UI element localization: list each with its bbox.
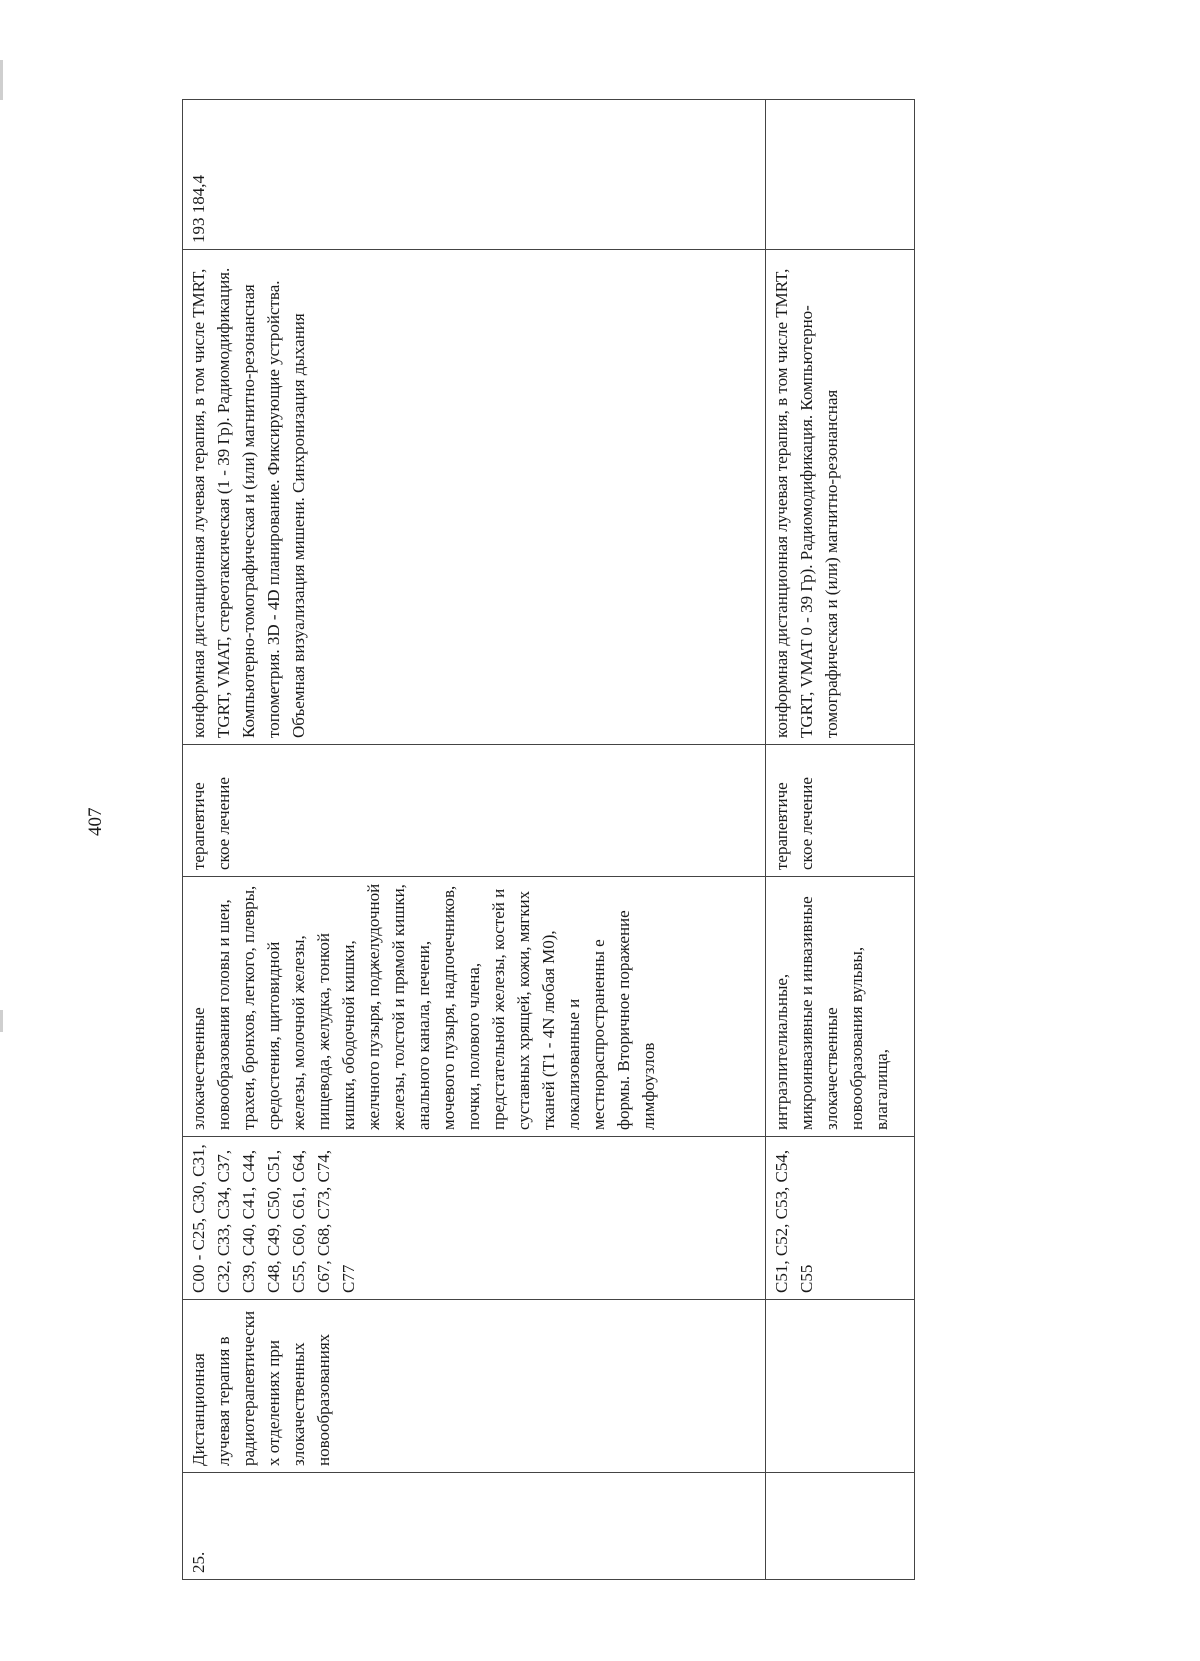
treatment-method-cell: конформная дистанционная лучевая терапия, в том числе TMRT, TGRT, VMAT, стереотаксическая (1 - 39 Гр). Радиомодификация. Компьютерно-томографическая и (или) магнитно-резонансная топометрия. 3D - 4D планирование. Фиксирующие устройства. Объемная визуализация мишени. Синхронизация дыхания [183, 250, 766, 745]
care-type-cell: Дистанционная лучевая терапия в радиотерапевтических отделениях при злокачественных новообразованиях [183, 1300, 766, 1473]
row-number-cell: 25. [183, 1473, 766, 1580]
medical-care-table [182, 100, 914, 1580]
care-type-cell [766, 1300, 915, 1473]
icd-codes-cell: C00 - C25, C30, C31, C32, C33, C34, C37, C39, C40, C41, C44, C48, C49, C50, C51, C55, C60, C61, C64, C67, C68, C73, C74, C77 [183, 1137, 766, 1300]
scan-edge-mark [0, 60, 3, 100]
cost-cell: 193 184,4 [183, 100, 766, 250]
scan-edge-mark [0, 1010, 3, 1032]
page-number: 407 [85, 807, 106, 836]
table-row [183, 100, 766, 1580]
table-row [766, 100, 915, 1580]
treatment-method-cell: конформная дистанционная лучевая терапия, в том числе TMRT, TGRT, VMAT 0 - 39 Гр). Радиомодификация. Компьютерно-томографическая и (или) магнитно-резонансная [766, 250, 915, 745]
patient-model-cell: интраэпителиальные, микроинвазивные и инвазивные злокачественные новообразования вульвы, влагалища, [766, 877, 915, 1137]
cost-cell [766, 100, 915, 250]
treatment-type-cell: терапевтиче ское лечение [183, 745, 766, 877]
patient-model-cell: злокачественные новообразования головы и шеи, трахеи, бронхов, легкого, плевры, средостения, щитовидной железы, молочной железы, пищевода, желудка, тонкой кишки, ободочной кишки, желчного пузыря, поджелудочной железы, толстой и прямой кишки, анального канала, печени, мочевого пузыря, надпочечников, почки, полового члена, предстательной железы, костей и суставных хрящей, кожи, мягких тканей (T1 - 4N любая M0), локализованные и местнораспространенны е формы. Вторичное поражение лимфоузлов [183, 877, 766, 1137]
treatment-type-cell: терапевтиче ское лечение [766, 745, 915, 877]
row-number-cell [766, 1473, 915, 1580]
icd-codes-cell: C51, C52, C53, C54, C55 [766, 1137, 915, 1300]
